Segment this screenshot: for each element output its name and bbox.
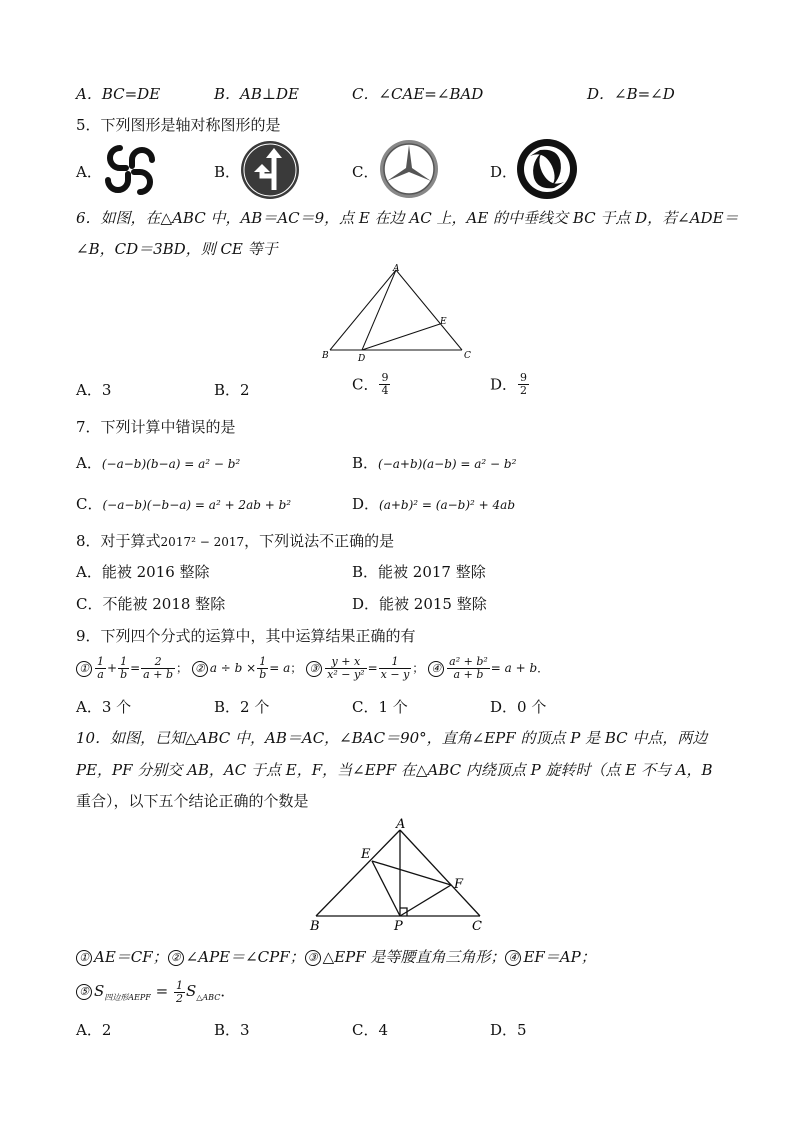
q10-result-5-s: S <box>94 982 105 1000</box>
q6-label-e: E <box>440 317 447 327</box>
q10-result-2: ∠APE＝∠CPF； <box>185 948 305 966</box>
q9-e1-eq: = <box>130 661 141 675</box>
q6-stem-line1: 6．如图，在△ABC 中，AB＝AC＝9，点 E 在边 AC 上，AE 的中垂线交 BC 于点 D，若∠ADE＝ <box>76 209 739 227</box>
q7-option-c <box>76 493 291 514</box>
q8-option-c: C．不能被 2018 整除 <box>76 595 226 613</box>
q7-option-c-label: C． <box>76 495 103 513</box>
q9-e2-frac <box>257 656 268 680</box>
q6-option-d-fraction <box>518 372 529 396</box>
q9-e1-r-den: a + b <box>143 668 173 681</box>
q9-e4-num: a² + b² <box>449 655 488 669</box>
q10-result-5-eq: = <box>150 982 173 1000</box>
three-pointed-star-logo-icon <box>378 138 440 200</box>
q7-option-d-expr: (a+b)² = (a−b)² + 4ab <box>379 498 515 512</box>
q10-result-1: AE＝CF； <box>94 948 168 966</box>
q9-end: ． <box>537 661 550 675</box>
q7-option-b <box>352 452 516 473</box>
q9-e3-rden: x − y <box>380 668 410 681</box>
q9-e3-rnum: 1 <box>379 656 412 669</box>
q6-option-d-label: D． <box>490 375 518 394</box>
q9-e2-num: 1 <box>257 656 268 669</box>
q6-option-d-numerator: 9 <box>520 371 528 384</box>
q10-label-b: B <box>310 919 320 934</box>
q9-circle-4: ④ <box>428 661 444 677</box>
q6-label-a: A <box>393 264 400 274</box>
q10-option-c: C．4 <box>352 1021 389 1039</box>
q9-sep-2: ； <box>290 661 303 675</box>
q5-stem: 5．下列图形是轴对称图形的是 <box>76 116 281 134</box>
q4-option-d: D．∠B=∠D <box>587 85 675 103</box>
q9-option-b: B．2 个 <box>214 698 270 716</box>
q9-option-d: D．0 个 <box>490 698 547 716</box>
q10-label-p: P <box>394 919 403 934</box>
q6-option-d <box>490 372 530 396</box>
q6-option-c <box>352 372 391 396</box>
q9-e1-r-num: 2 <box>141 656 175 669</box>
q6-option-b: B．2 <box>214 381 250 399</box>
q9-e4-post: = a + b <box>490 661 538 675</box>
q5-label-d: D． <box>490 163 518 181</box>
q6-option-d-denominator: 2 <box>520 383 528 397</box>
q9-e1-frac-b <box>118 656 129 680</box>
q7-option-d-label: D． <box>352 495 380 513</box>
q4-option-a: A．BC=DE <box>76 85 161 103</box>
q9-option-c: C．1 个 <box>352 698 408 716</box>
q10-circle-3: ③ <box>305 950 321 966</box>
interlocking-g-logo-icon <box>100 140 160 200</box>
q10-results-line1 <box>76 946 596 967</box>
q9-e4-frac <box>447 656 490 680</box>
q9-e1-frac-r <box>141 656 175 680</box>
q9-circle-2: ② <box>192 661 208 677</box>
q4-option-c: C．∠CAE=∠BAD <box>352 85 484 103</box>
q9-expressions <box>76 652 549 684</box>
q7-option-b-expr: (−a+b)(a−b) = a² − b² <box>378 457 517 471</box>
q10-triangle-figure <box>306 818 494 936</box>
q10-circle-5: ⑤ <box>76 984 92 1000</box>
q10-result-5-end: ． <box>220 982 236 1000</box>
q6-option-c-denominator: 4 <box>381 383 389 397</box>
q10-result-5-den: 2 <box>175 991 183 1005</box>
q6-option-c-numerator: 9 <box>381 371 389 384</box>
road-turn-sign-icon <box>240 140 300 200</box>
q10-label-a: A <box>396 818 406 832</box>
q9-e3-den: x² − y² <box>327 668 365 681</box>
q9-e1-plus: + <box>107 661 118 675</box>
q9-e3-frac <box>325 656 366 680</box>
q5-label-a: A． <box>76 163 102 181</box>
q9-option-a: A．3 个 <box>76 698 132 716</box>
q9-e3-frac-r <box>379 656 412 680</box>
q10-stem-line3: 重合），以下五个结论正确的个数是 <box>76 792 309 810</box>
q10-circle-2: ② <box>168 950 184 966</box>
q7-option-a-label: A． <box>76 454 102 472</box>
q7-stem: 7．下列计算中错误的是 <box>76 418 236 436</box>
q10-circle-1: ① <box>76 950 92 966</box>
q10-stem-line1: 10．如图，已知△ABC 中，AB＝AC，∠BAC＝90°，直角∠EPF 的顶点 P 是 BC 中点，两边 <box>76 729 708 747</box>
q9-e1-a-num: 1 <box>97 655 104 669</box>
q9-circle-1: ① <box>76 661 92 677</box>
q6-option-a: A．3 <box>76 381 112 399</box>
q7-option-b-label: B． <box>352 454 379 472</box>
q10-results-line2 <box>76 976 235 1013</box>
q9-e1-a-den: a <box>97 668 104 681</box>
q8-option-b: B．能被 2017 整除 <box>352 563 486 581</box>
q9-sep-1: ； <box>175 661 188 675</box>
circular-swirl-logo-icon <box>516 138 578 200</box>
q9-e2-post: = a <box>269 661 291 675</box>
q10-option-b: B．3 <box>214 1021 250 1039</box>
q6-label-b: B <box>322 351 329 361</box>
q10-stem-line2: PE，PF 分别交 AB，AC 于点 E，F，当∠EPF 在△ABC 内绕顶点 P 旋转时（点 E 不与 A，B <box>76 761 713 779</box>
q10-result-5-sub2: △ABC <box>196 993 221 1002</box>
q10-result-5-sub: 四边形AEPF <box>104 993 151 1002</box>
q8-option-d: D．能被 2015 整除 <box>352 595 487 613</box>
q5-label-c: C． <box>352 163 379 181</box>
q9-e1-b-den: b <box>120 668 128 681</box>
q7-option-a <box>76 452 240 473</box>
q9-e4-den: a + b <box>453 668 484 681</box>
q9-e3-eq: = <box>367 661 378 675</box>
q8-option-a: A．能被 2016 整除 <box>76 563 210 581</box>
q10-circle-4: ④ <box>505 950 521 966</box>
q9-circle-3: ③ <box>306 661 322 677</box>
q9-e1-b-num: 1 <box>118 656 129 669</box>
q8-stem-post: ，下列说法不正确的是 <box>244 532 395 550</box>
q9-e2-pre: a ÷ b × <box>209 661 257 675</box>
q9-stem: 9．下列四个分式的运算中，其中运算结果正确的有 <box>76 627 416 645</box>
q6-option-c-fraction <box>379 372 390 396</box>
q6-option-c-label: C． <box>352 375 379 394</box>
q6-label-c: C <box>464 351 471 361</box>
q7-option-d <box>352 493 515 514</box>
q6-stem-line2: ∠B，CD＝3BD，则 CE 等于 <box>76 240 278 258</box>
q10-result-5-s2: S <box>185 982 197 1000</box>
q10-label-c: C <box>472 919 482 934</box>
q10-result-3: △EPF 是等腰直角三角形； <box>322 948 506 966</box>
q7-option-a-expr: (−a−b)(b−a) = a² − b² <box>101 457 241 471</box>
q10-label-e: E <box>361 847 371 862</box>
q8-stem-pre: 8．对于算式 <box>76 532 161 550</box>
q4-option-b: B．AB⊥DE <box>214 85 299 103</box>
q9-e3-num: y + x <box>325 656 366 669</box>
q9-e2-den: b <box>259 668 267 681</box>
q9-sep-3: ； <box>412 661 425 675</box>
q10-result-5-num: 1 <box>175 978 183 992</box>
q9-e1-frac-a <box>95 656 106 680</box>
q7-option-c-expr: (−a−b)(−b−a) = a² + 2ab + b² <box>102 498 292 512</box>
q8-stem <box>76 530 394 551</box>
q10-result-5-frac <box>174 980 185 1004</box>
q5-label-b: B． <box>214 163 241 181</box>
q10-option-d: D．5 <box>490 1021 527 1039</box>
q6-label-d: D <box>358 354 366 364</box>
q10-label-f: F <box>454 877 464 892</box>
q8-stem-expr: 2017² − 2017 <box>160 535 245 549</box>
q6-triangle-figure <box>318 262 478 364</box>
q10-result-4: EF＝AP； <box>523 948 596 966</box>
q10-option-a: A．2 <box>76 1021 112 1039</box>
